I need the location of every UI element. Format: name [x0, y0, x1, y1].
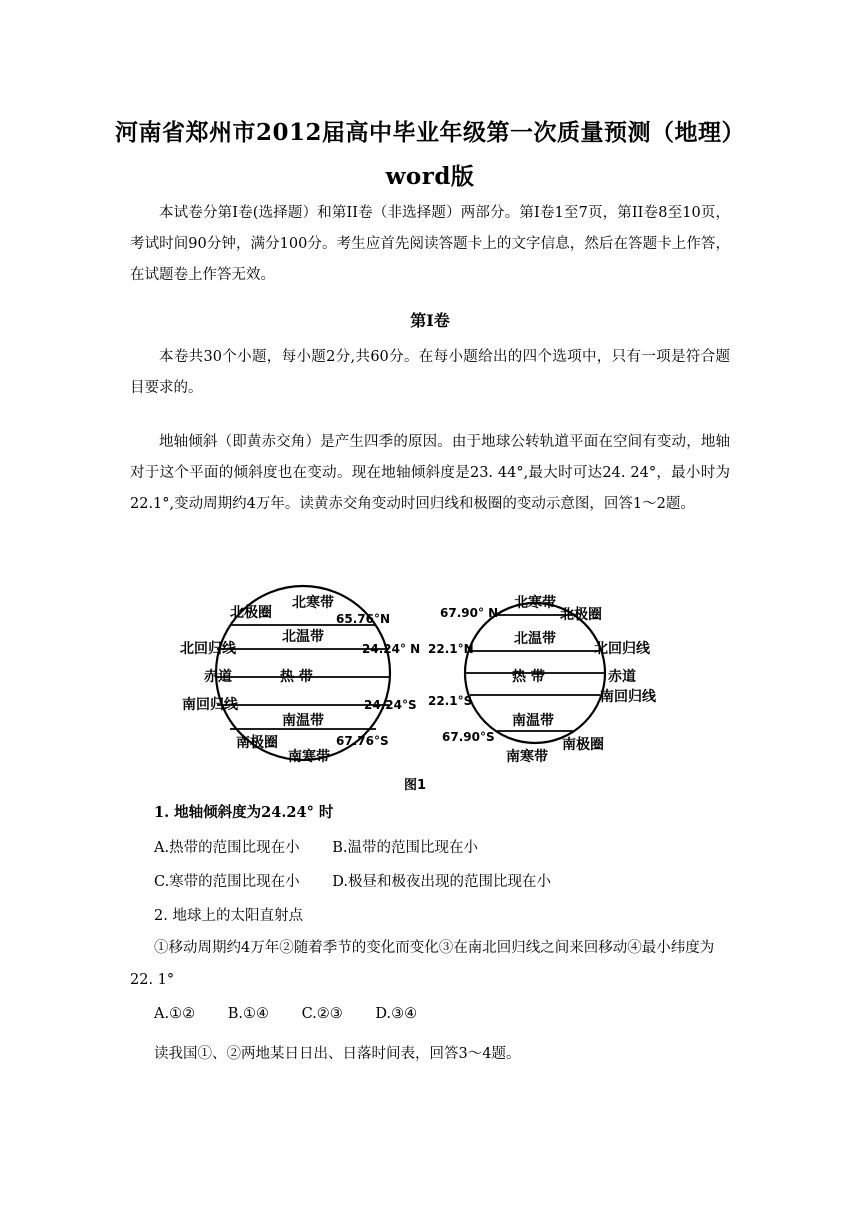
q2-option-d: D.③④: [375, 1006, 418, 1022]
left-south-temperate-label: 南温带: [282, 713, 324, 729]
right-globe: [428, 594, 657, 765]
left-south-polar-circle-label: 南极圈: [236, 735, 278, 751]
left-north-polar-circle-label: 北极圈: [230, 605, 272, 621]
q1-option-d: D.极昼和极夜出现的范围比现在小: [332, 874, 552, 890]
right-tropic-cancer-label: 北回归线: [594, 641, 650, 657]
q2-option-b: B.①④: [227, 1006, 269, 1022]
right-north-polar-circle-label: 北极圈: [560, 607, 602, 623]
figure-caption: 图1: [404, 778, 427, 793]
right-equator-label: 赤道: [608, 669, 636, 685]
right-north-frigid-label: 北寒带: [514, 595, 556, 611]
question-1-options-row-2: [154, 870, 579, 891]
left-globe: [180, 586, 420, 765]
q1-option-c: C.寒带的范围比现在小: [154, 874, 300, 890]
left-south-frigid-label: 南寒带: [288, 749, 330, 765]
left-north-frigid-label: 北寒带: [292, 595, 334, 611]
left-tropic-cancer-label: 北回归线: [180, 641, 236, 657]
question-1-options-row-1: [154, 836, 506, 857]
question-2-statements: ①移动周期约4万年②随着季节的变化而变化③在南北回归线之间来回移动④最小纬度为22. 1°: [130, 940, 715, 988]
left-tropic-capricorn-lat: 24.24°S: [364, 698, 417, 712]
right-tropic-cancer-lat: 22.1°N: [428, 642, 474, 656]
left-tropic-capricorn-label: 南回归线: [182, 697, 238, 713]
q2-option-a: A.①②: [154, 1006, 196, 1022]
right-south-lat-label: 67.90°S: [442, 730, 495, 744]
passage-paragraph: 地轴倾斜（即黄赤交角）是产生四季的原因。由于地球公转轨道平面在空间有变动，地轴对于这个平面的倾斜度也在变动。现在地轴倾斜度是23. 44°,最大时可达24. 24°，最小时为22.1°,变动周期约4万年。读黄赤交角变动时回归线和极圈的变动示意图，回答1～2题。: [130, 434, 730, 512]
section-title: 第I卷: [410, 311, 450, 330]
left-north-lat-label: 65.76°N: [336, 612, 390, 626]
right-tropical-label: 热 带: [512, 669, 545, 685]
tropics-polar-circles-diagram: [170, 565, 690, 785]
right-south-temperate-label: 南温带: [512, 713, 554, 729]
next-instruction: 读我国①、②两地某日日出、日落时间表，回答3～4题。: [154, 1046, 521, 1062]
right-tropic-capricorn-label: 南回归线: [600, 689, 656, 705]
right-north-lat-label: 67.90° N: [440, 606, 499, 620]
right-tropic-capricorn-lat: 22.1°S: [428, 694, 473, 708]
left-equator-label: 赤道: [204, 669, 232, 685]
document-title-version: word版: [385, 163, 475, 190]
question-2-stem: 2. 地球上的太阳直射点: [154, 908, 303, 924]
q1-option-b: B.温带的范围比现在小: [332, 840, 478, 856]
left-south-lat-label: 67.76°S: [336, 734, 389, 748]
section-description: 本卷共30个小题，每小题2分,共60分。在每小题给出的四个选项中，只有一项是符合题目要求的。: [130, 349, 730, 396]
right-south-polar-circle-label: 南极圈: [562, 737, 604, 753]
question-2-options: [154, 1006, 445, 1022]
right-south-frigid-label: 南寒带: [506, 749, 548, 765]
q1-option-a: A.热带的范围比现在小: [154, 840, 300, 856]
left-tropical-label: 热 带: [280, 669, 313, 685]
intro-paragraph: 本试卷分第I卷(选择题）和第II卷（非选择题）两部分。第I卷1至7页，第II卷8至10页，考试时间90分钟，满分100分。考生应首先阅读答题卡上的文字信息，然后在答题卡上作答，在试题卷上作答无效。: [130, 205, 730, 283]
left-north-temperate-label: 北温带: [282, 629, 324, 645]
question-1-stem: 1. 地轴倾斜度为24.24° 时: [154, 804, 334, 821]
document-title: 河南省郑州市2012届高中毕业年级第一次质量预测（地理）: [114, 119, 745, 146]
q2-option-c: C.②③: [301, 1006, 343, 1022]
right-north-temperate-label: 北温带: [514, 631, 556, 647]
left-tropic-cancer-lat: 24.24° N: [362, 642, 421, 656]
